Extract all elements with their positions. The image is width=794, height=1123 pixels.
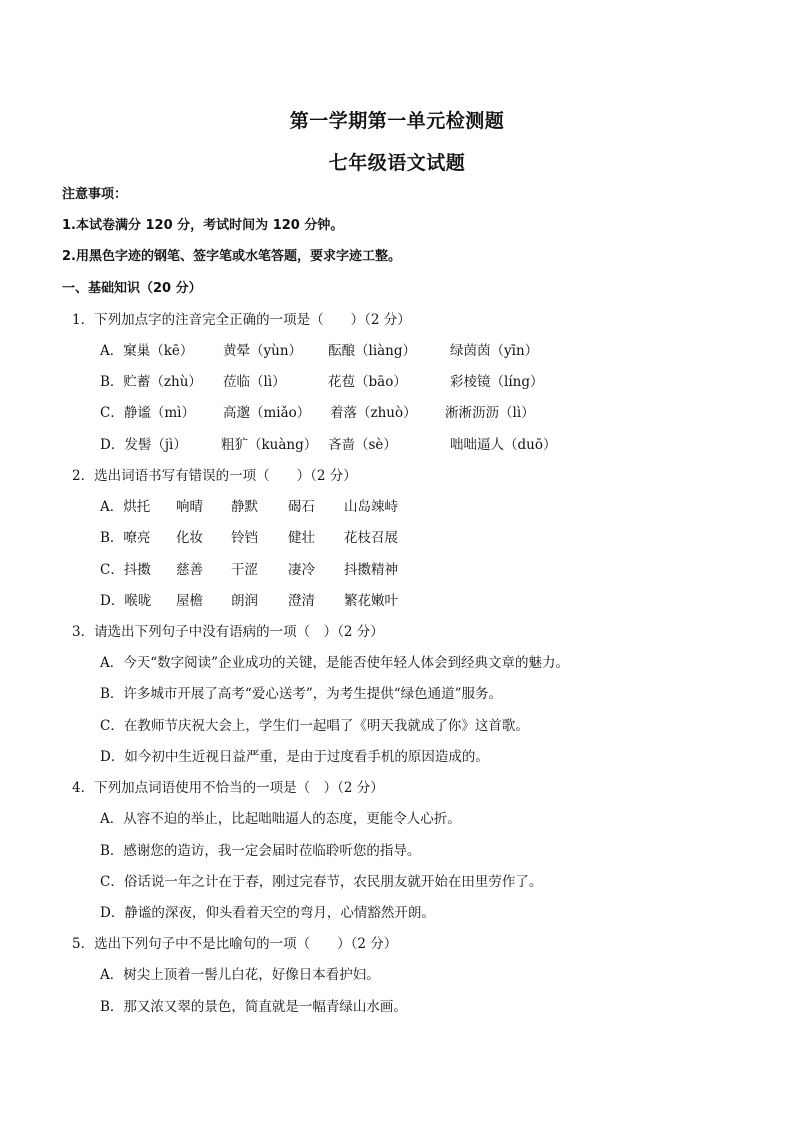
notice-item-2: 2.用黑色字迹的钢笔、签字笔或水笔答题，要求字迹工整。 xyxy=(62,249,401,264)
option-cell: A．窠巢（kē） xyxy=(100,343,194,359)
option-cell: 淅淅沥沥（lì） xyxy=(445,405,535,421)
option-cell: A．烘托 xyxy=(100,499,151,515)
question-4-stem: 4．下列加点词语使用不恰当的一项是（ ）（2 分） xyxy=(72,780,384,796)
notice-item-1: 1.本试卷满分 120 分，考试时间为 120 分钟。 xyxy=(62,218,344,233)
option-cell: B．嘹亮 xyxy=(100,530,151,546)
option-cell: D．喉咙 xyxy=(100,593,152,609)
section-heading: 一、基础知识（20 分） xyxy=(62,281,202,296)
question-3-stem: 3．请选出下列句子中没有语病的一项（ ）（2 分） xyxy=(72,624,384,640)
question-4-option-b: B．感谢您的造访，我一定会届时莅临聆听您的指导。 xyxy=(100,843,421,859)
option-cell: 咄咄逼人（duō） xyxy=(450,437,557,453)
option-cell: 山岛竦峙 xyxy=(344,499,398,515)
question-3-option-a: A．今天“数字阅读”企业成功的关键，是能否使年轻人体会到经典文章的魅力。 xyxy=(100,655,570,671)
option-cell: 凄冷 xyxy=(288,562,315,578)
question-3-option-d: D．如今初中生近视日益严重，是由于过度看手机的原因造成的。 xyxy=(100,749,489,765)
option-cell: 澄清 xyxy=(288,593,315,609)
option-cell: 响晴 xyxy=(176,499,203,515)
option-cell: 花枝召展 xyxy=(344,530,398,546)
question-3-option-c: C．在教师节庆祝大会上，学生们一起唱了《明天我就成了你》这首歌。 xyxy=(100,718,529,734)
option-cell: 繁花嫩叶 xyxy=(344,593,398,609)
question-5-stem: 5．选出下列句子中不是比喻句的一项（ ）（2 分） xyxy=(72,936,398,952)
option-cell: C．抖擞 xyxy=(100,562,151,578)
option-cell: 黄晕（yùn） xyxy=(223,343,303,359)
option-cell: 铃铛 xyxy=(231,530,258,546)
option-cell: 酝酿（liàng） xyxy=(328,343,417,359)
exam-title: 第一学期第一单元检测题 xyxy=(289,110,505,132)
option-cell: D．发髻（jì） xyxy=(100,437,187,453)
option-cell: C．静谧（mì） xyxy=(100,405,195,421)
option-cell: 静默 xyxy=(231,499,258,515)
option-cell: 莅临（lì） xyxy=(223,374,286,390)
option-cell: 碣石 xyxy=(288,499,315,515)
question-2-stem: 2．选出词语书写有错误的一项（ ）（2 分） xyxy=(72,468,357,484)
question-4-option-c: C．俗话说一年之计在于春，刚过完春节，农民朋友就开始在田里劳作了。 xyxy=(100,874,543,890)
option-cell: 粗犷（kuàng） xyxy=(221,437,318,453)
question-4-option-d: D．静谧的深夜，仰头看着天空的弯月，心情豁然开朗。 xyxy=(100,905,435,921)
option-cell: 绿茵茵（yīn） xyxy=(450,343,539,359)
question-5-option-b: B．那又浓又翠的景色，简直就是一幅青绿山水画。 xyxy=(100,999,407,1015)
exam-subtitle: 七年级语文试题 xyxy=(328,152,466,174)
question-3-option-b: B．许多城市开展了高考“爱心送考”，为考生提供“绿色通道”服务。 xyxy=(100,686,503,702)
option-cell: 慈善 xyxy=(176,562,203,578)
option-cell: B．贮蓄（zhù） xyxy=(100,374,202,390)
option-cell: 着落（zhuò） xyxy=(330,405,417,421)
option-cell: 吝啬（sè） xyxy=(328,437,397,453)
option-cell: 彩棱镜（líng） xyxy=(450,374,544,390)
option-cell: 健壮 xyxy=(288,530,315,546)
option-cell: 花苞（bāo） xyxy=(328,374,407,390)
option-cell: 高邈（miǎo） xyxy=(223,405,311,421)
option-cell: 屋檐 xyxy=(176,593,203,609)
notice-heading: 注意事项： xyxy=(62,187,128,202)
option-cell: 朗润 xyxy=(231,593,258,609)
option-cell: 干涩 xyxy=(231,562,258,578)
option-cell: 抖擞精神 xyxy=(344,562,398,578)
question-1-stem: 1．下列加点字的注音完全正确的一项是（ ）（2 分） xyxy=(72,312,411,328)
option-cell: 化妆 xyxy=(176,530,203,546)
question-5-option-a: A．树尖上顶着一髻儿白花，好像日本看护妇。 xyxy=(100,967,380,983)
question-4-option-a: A．从容不迫的举止，比起咄咄逼人的态度，更能令人心折。 xyxy=(100,811,461,827)
